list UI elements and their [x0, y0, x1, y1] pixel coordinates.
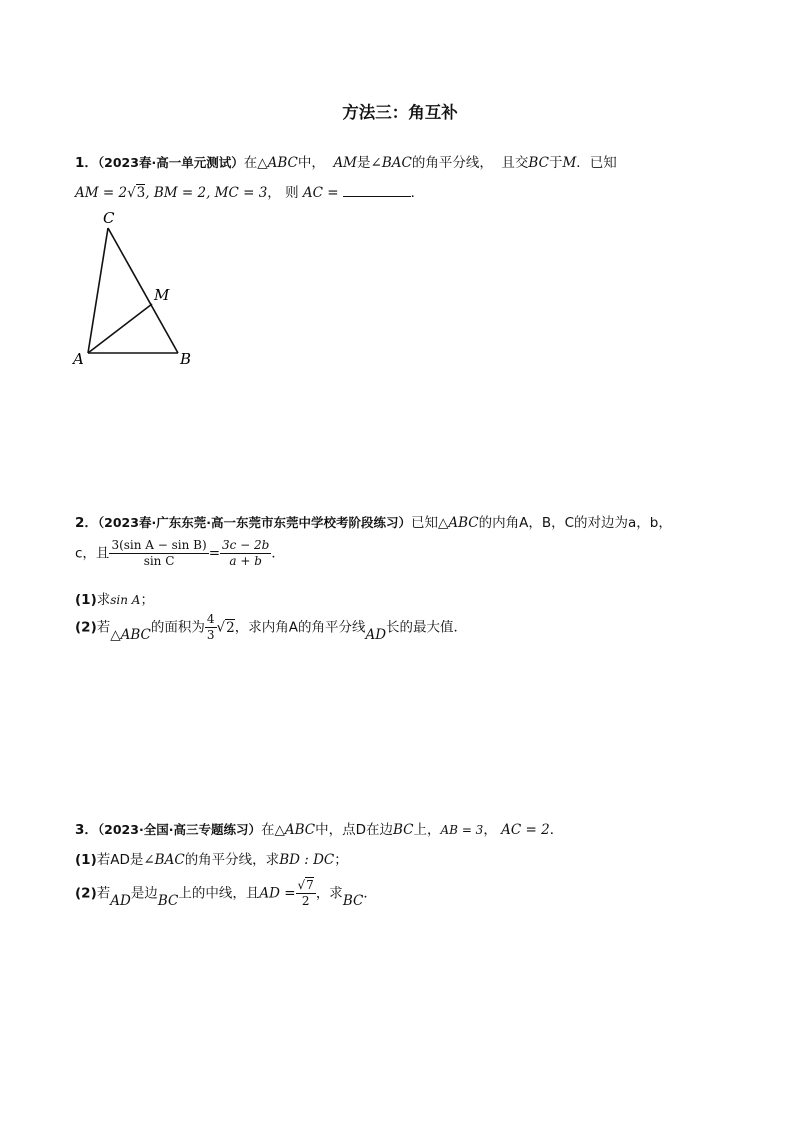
text: ．已知	[576, 155, 617, 171]
text: ， 则	[267, 185, 299, 201]
text: 若AD是	[96, 852, 144, 868]
part-label: (1)	[75, 592, 97, 608]
math-given: AM = 2	[75, 185, 128, 201]
text: 上的中线，且	[178, 885, 260, 902]
text: ；	[334, 852, 348, 868]
math-angle: ∠BAC	[143, 852, 185, 868]
math-ask: AC =	[302, 185, 339, 201]
math-given: AC = 2	[501, 822, 550, 838]
fraction: $\frac{√7}{2}$	[297, 878, 314, 908]
problem-number: 2．	[75, 515, 98, 531]
text: 的角平分线，求	[184, 852, 280, 868]
problem-source: （2023春·高一单元测试）	[97, 155, 244, 170]
text: ．	[549, 822, 564, 838]
text: 中，点D在边	[315, 822, 393, 838]
text: 且交	[501, 155, 529, 171]
problem-2-line-1	[75, 511, 672, 531]
fraction	[220, 538, 271, 569]
text: 于	[548, 155, 563, 171]
math-angle: ∠BAC	[370, 155, 412, 171]
text: 是	[357, 155, 371, 171]
side-ac	[88, 228, 108, 353]
text: ，求内角A的角平分线	[234, 619, 366, 636]
math-triangle: △ABC	[257, 155, 298, 171]
text: ．	[271, 545, 285, 562]
text: 求	[96, 592, 111, 608]
math-triangle: △ABC	[110, 626, 151, 643]
math-segment: AD	[365, 626, 387, 643]
triangle-figure	[70, 205, 210, 370]
answer-blank[interactable]	[343, 184, 411, 197]
text: 中，	[297, 155, 325, 171]
math-triangle: △ABC	[437, 515, 479, 531]
math-point: M	[562, 155, 577, 171]
text: ，求	[315, 885, 343, 902]
math-segment: BC	[342, 892, 364, 909]
text: 在	[260, 822, 275, 838]
text: ，	[483, 822, 497, 838]
text: 的内角A，B，C的对边为a，b，	[478, 515, 672, 531]
math-segment: AM	[333, 155, 358, 171]
problem-1-line-1	[75, 151, 617, 171]
text: 在	[243, 155, 258, 171]
math-root: 3	[136, 185, 146, 201]
text: 若	[96, 885, 111, 902]
problem-3-line-1	[75, 818, 563, 838]
fraction-numerator: 4	[206, 612, 215, 626]
problem-source: （2023·全国·高三专题练习）	[97, 822, 261, 837]
math-given: , BM = 2, MC = 3	[145, 185, 268, 201]
part-label: (1)	[75, 852, 97, 868]
problem-number: 1．	[75, 155, 98, 171]
math-segment: BC	[157, 892, 179, 909]
label-c: C	[103, 209, 115, 227]
label-b: B	[180, 350, 192, 368]
problem-number: 3．	[75, 822, 98, 838]
text: 的角平分线，	[411, 155, 493, 171]
problem-source: （2023春·广东东莞·高一东莞市东莞中学校考阶段练习）	[97, 515, 411, 530]
fraction-numerator: 7	[306, 878, 314, 892]
math-given: AB = 3	[440, 823, 484, 837]
text: 上，	[413, 822, 441, 838]
math-equals: =	[208, 545, 220, 562]
math-segment: AD	[110, 892, 131, 909]
problem-3-part-1	[75, 848, 348, 868]
text: ．	[363, 885, 377, 902]
label-m: M	[154, 286, 170, 304]
math-segment: BC	[528, 155, 549, 171]
segment-am	[88, 304, 152, 353]
math-expression: AD =	[259, 885, 296, 902]
problem-2-line-2	[75, 538, 285, 569]
problem-1-line-2: AM = 2√3, BM = 2, MC = 3， 则 AC = ．	[75, 185, 425, 201]
text: ．	[410, 185, 425, 201]
text: c，且	[75, 545, 110, 562]
part-label: (2)	[75, 885, 97, 902]
math-segment: BC	[393, 822, 414, 838]
part-label: (2)	[75, 619, 97, 636]
text: 若	[96, 619, 111, 636]
math-root: 2	[226, 619, 235, 636]
text: 已知	[410, 515, 438, 531]
math-expression: sin A	[110, 593, 141, 607]
section-title: 方法三：角互补	[342, 103, 458, 122]
math-triangle: △ABC	[274, 822, 316, 838]
fraction-denominator: a + b	[229, 554, 262, 568]
problem-2-part-2: (2)若△ABC的面积为 $\frac{4}{3}$ √2，求内角A的角平分线AD长的最大值．	[75, 612, 468, 643]
fraction-denominator: sin C	[143, 554, 175, 568]
text: ；	[140, 592, 154, 608]
text: 长的最大值．	[386, 619, 468, 636]
problem-2-part-1	[75, 588, 154, 608]
fraction-denominator: 3	[206, 628, 215, 642]
fraction-denominator: 2	[301, 894, 310, 908]
fraction	[109, 538, 208, 569]
fraction-numerator: 3c − 2b	[222, 538, 270, 552]
problem-3-part-2	[75, 878, 377, 909]
fraction-numerator: 3(sin A − sin B)	[111, 538, 207, 552]
fraction	[205, 612, 217, 643]
label-a: A	[73, 350, 84, 368]
math-ratio: BD : DC	[279, 852, 335, 868]
text: 是边	[130, 885, 158, 902]
text: 的面积为	[150, 619, 205, 636]
